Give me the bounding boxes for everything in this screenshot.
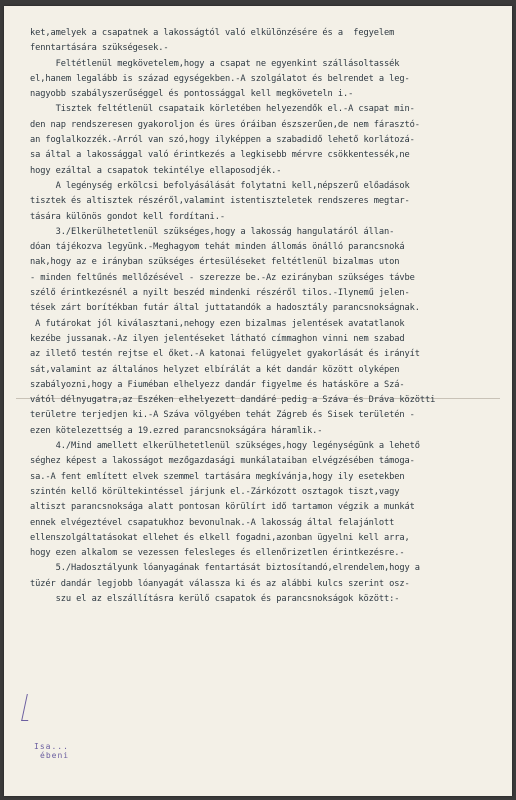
text-line: 5./Hadosztályunk lóanyagának fentartását biztosítandó,elrendelem,hogy a — [30, 563, 420, 574]
text-line: fenntartására szükségesek.- — [30, 43, 169, 54]
text-line: ellenszolgáltatásokat ellehet és elkell fogadni,azonban ügyelni kell arra, — [30, 532, 410, 543]
text-line: el,hanem legalább is század egységekben.-A szolgálatot és belrendet a leg- — [30, 73, 410, 84]
text-line: szélő érintkezésnél a nyilt beszéd mindenki részéről tilos.-Ilynemű jelen- — [30, 288, 410, 299]
text-line: szu el az elszállításra kerülő csapatok és parancsnokságok között:- — [30, 593, 400, 604]
text-line: vától délnyugatra,az Eszéken elhelyezett dandáré pedig a Száva és Dráva közötti — [30, 395, 436, 406]
text-line: sa.-A fent említett elvek szemmel tartására megkívánja,hogy ily esetekben — [30, 471, 405, 482]
text-line: tések zárt borítékban futár által juttatandók a hadosztály parancsnokságnak. — [30, 303, 420, 314]
typewritten-text — [30, 26, 500, 607]
text-line: tására különös gondot kell fordítani.- — [30, 211, 225, 222]
text-line: kezébe jussanak.-Az ilyen jelentéseket látható címmaghon vinni nem szabad — [30, 333, 405, 344]
text-line: - minden feltűnés mellőzésével - szerezze be.-Az ezirányban szükséges távbe — [30, 272, 415, 283]
text-line: ennek elvégeztével csapatukhoz bevonulnak.-A lakosság által felajánlott — [30, 517, 395, 528]
text-line: altiszt parancsnoksága alatt pontosan körülírt idő tartamon végzik a munkát — [30, 502, 415, 513]
text-line: az illető testén rejtse el őket.-A katonai felügyelet gyakorlását és irányít — [30, 349, 420, 360]
text-line: sa által a lakossággal való érintkezés a legkisebb mérvre csökkentessék,ne — [30, 150, 410, 161]
margin-check-mark — [21, 694, 34, 721]
stamp-line-2: ébeni — [40, 751, 70, 760]
text-line: nagyobb szabályszerűséggel és pontossággal kell megköveteln i.- — [30, 89, 354, 100]
text-line: 4./Mind amellett elkerülhetetlenül szükséges,hogy legénységünk a lehető — [30, 441, 420, 452]
text-line: ket,amelyek a csapatnek a lakosságtól való elkülönzésére és a fegyelem — [30, 28, 395, 38]
text-line: A futárokat jól kiválasztani,nehogy ezen bizalmas jelentések avatatlanok — [30, 318, 405, 329]
text-line: dóan tájékozva legyünk.-Meghagyom tehát minden állomás önálló parancsnoká — [30, 242, 405, 253]
text-line: hogy ezen alkalom se vezessen felesleges és ellenőrizetlen érintkezésre.- — [30, 548, 405, 559]
text-line: séghez képest a lakosságot mezőgazdasági munkálataiban elvégzésében támoga- — [30, 456, 415, 467]
text-line: Tisztek feltétlenül csapataik körletében helyezendők el.-A csapat min- — [30, 104, 415, 115]
text-line: tüzér dandár legjobb lóanyagát válassza ki és az alábbi kulcs szerint osz- — [30, 578, 410, 589]
text-line: szabályozni,hogy a Fiuméban elhelyezz dandár figyelme és hatásköre a Szá- — [30, 379, 405, 390]
text-line: Feltétlenül megkövetelem,hogy a csapat ne egyenkint szállásoltassék — [30, 58, 400, 69]
text-line: den nap rendszeresen gyakoroljon és üres óráiban észszerűen,de nem fárasztó- — [30, 119, 420, 130]
text-line: an foglalkozzék.-Arról van szó,hogy ilyképpen a szabadidő lehető korlátozá- — [30, 135, 415, 146]
text-line: területre terjedjen ki.-A Száva völgyében tehát Zágreb és Sisek területén - — [30, 410, 415, 421]
text-line: sát,valamint az általános helyzet elbírálát a két dandár között olyképen — [30, 364, 400, 375]
text-line: szintén kellő körültekintéssel járjunk el.-Zárkózott osztagok tiszt,vagy — [30, 486, 400, 497]
ink-stamp — [34, 742, 69, 760]
text-line: A legénység erkölcsi befolyásálását folytatni kell,népszerű előadások — [30, 180, 410, 191]
text-line: nak,hogy az e irányban szükséges értesüléseket feltétlenül bizalmas uton — [30, 257, 400, 268]
text-line: hogy ezáltal a csapatok tekintélye ellaposodjék.- — [30, 165, 282, 176]
stamp-line-1: Isa... — [34, 742, 69, 751]
text-line: tisztek és altisztek részéről,valamint istentiszteletek rendszeres megtar- — [30, 196, 410, 207]
text-line: ezen kötelezettség a 19.ezred parancsnokságára háramlik.- — [30, 425, 323, 436]
document-page — [4, 6, 512, 796]
text-line: 3./Elkerülhetetlenül szükséges,hogy a lakosság hangulatáról állan- — [30, 226, 395, 237]
